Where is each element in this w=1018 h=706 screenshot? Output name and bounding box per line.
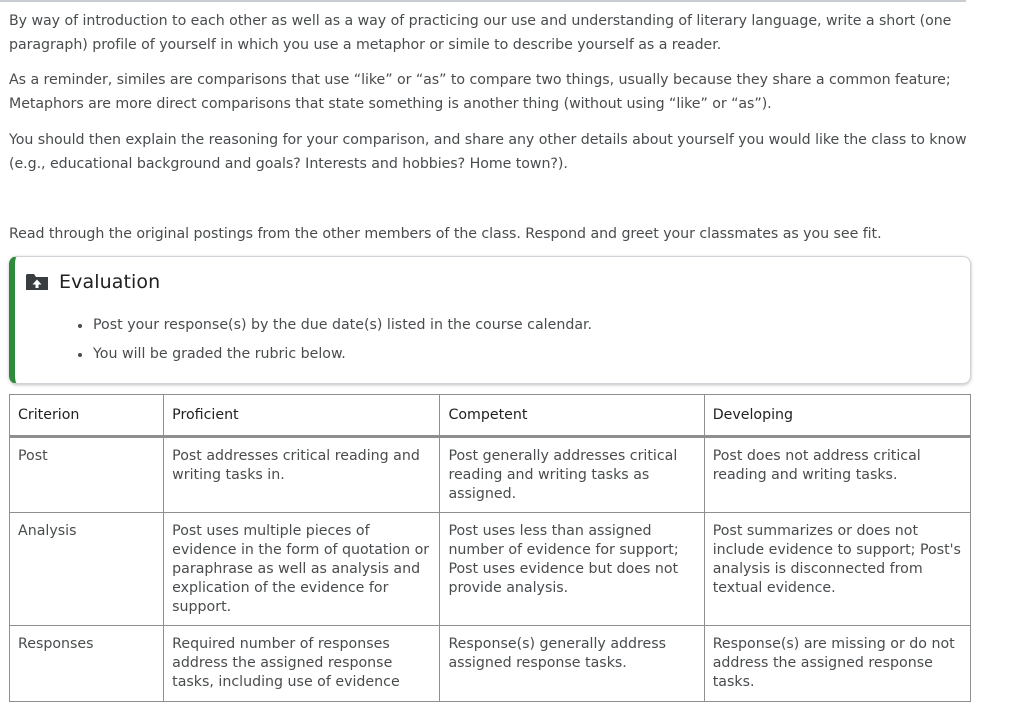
header-competent: Competent: [440, 395, 704, 437]
header-criterion: Criterion: [10, 395, 164, 437]
cell-competent: Post uses less than assigned number of evidence for support; Post uses evidence but does not provide analysis.: [440, 513, 704, 626]
cell-proficient: Required number of responses address the assigned response tasks, including use of evidence: [164, 626, 440, 702]
bullet-icon: [78, 324, 82, 328]
header-proficient: Proficient: [164, 395, 440, 437]
folder-upload-icon: [25, 272, 49, 292]
cell-criterion: Analysis: [10, 513, 164, 626]
intro-paragraph-3: You should then explain the reasoning for your comparison, and share any other details about yourself you would like the class to know (e.g., educational background and goals? Interests and hobbies? Home town?).: [9, 132, 967, 172]
evaluation-callout: [9, 256, 971, 384]
cell-proficient: Post addresses critical reading and writing tasks in.: [164, 437, 440, 513]
cell-criterion: Responses: [10, 626, 164, 702]
evaluation-header: [25, 269, 160, 295]
cell-competent: Post generally addresses critical reading and writing tasks as assigned.: [440, 437, 704, 513]
table-row: [10, 437, 971, 513]
cell-developing: Response(s) are missing or do not address the assigned response tasks.: [704, 626, 970, 702]
intro-paragraph-4: Read through the original postings from the other members of the class. Respond and greet your classmates as you see fit.: [9, 226, 882, 242]
intro-paragraph-1: By way of introduction to each other as well as a way of practicing our use and understanding of literary language, write a short (one paragraph) profile of yourself in which you use a metaphor or simile to describe yourself as a reader.: [9, 13, 952, 53]
list-item-text: Post your response(s) by the due date(s) listed in the course calendar.: [93, 317, 593, 333]
cell-criterion: Post: [10, 437, 164, 513]
cell-competent: Response(s) generally address assigned response tasks.: [440, 626, 704, 702]
evaluation-list: [71, 311, 592, 369]
rubric-table: [9, 394, 971, 702]
table-row: [10, 626, 971, 702]
bullet-icon: [78, 353, 82, 357]
cell-proficient: Post uses multiple pieces of evidence in the form of quotation or paraphrase as well as analysis and explication of the evidence for support.: [164, 513, 440, 626]
cell-developing: Post does not address critical reading and writing tasks.: [704, 437, 970, 513]
top-divider: [0, 0, 966, 2]
evaluation-title: Evaluation: [59, 271, 161, 293]
list-item: [71, 311, 592, 340]
header-developing: Developing: [704, 395, 970, 437]
list-item: [71, 340, 592, 369]
cell-developing: Post summarizes or does not include evidence to support; Post's analysis is disconnected from textual evidence.: [704, 513, 970, 626]
intro-paragraph-2: As a reminder, similes are comparisons that use “like” or “as” to compare two things, usually because they share a common feature; Metaphors are more direct comparisons that state something is another thing (without using “like” or “as”).: [9, 72, 951, 112]
table-header-row: [10, 395, 971, 437]
table-row: [10, 513, 971, 626]
list-item-text: You will be graded the rubric below.: [93, 346, 346, 362]
